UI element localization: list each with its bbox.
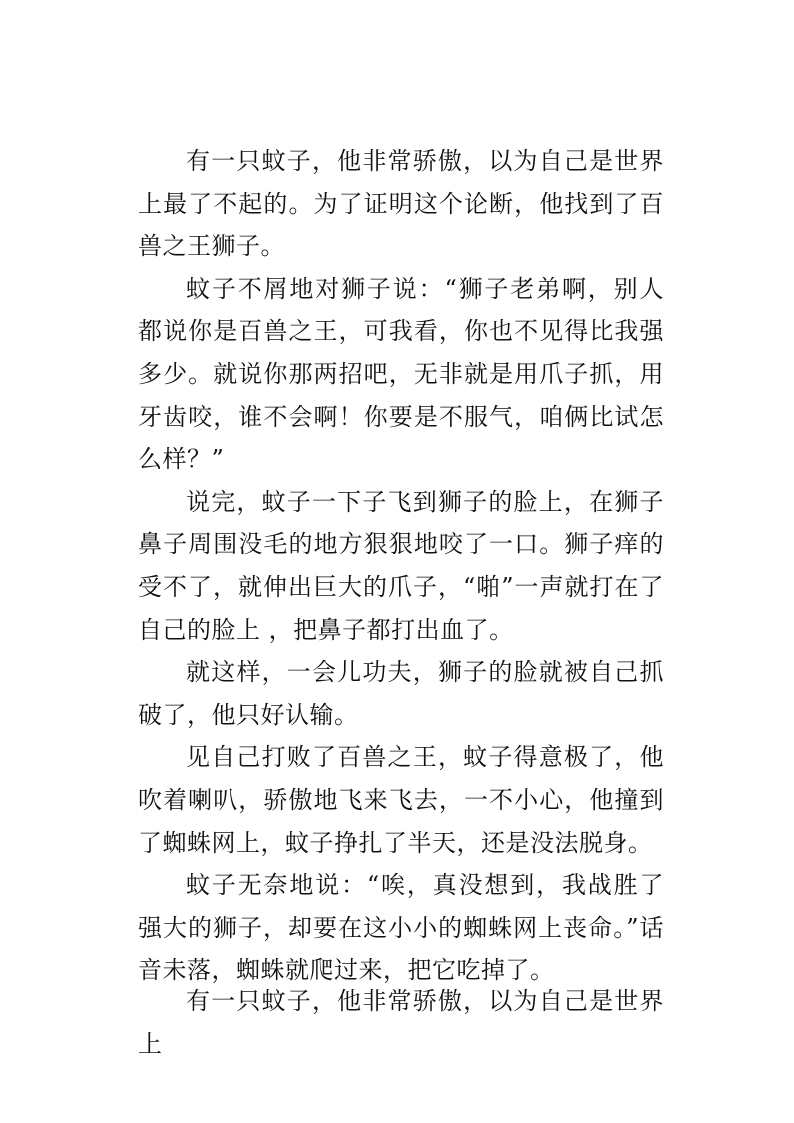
paragraph-5: 见自己打败了百兽之王，蚊子得意极了，他吹着喇叭，骄傲地飞来飞去，一不小心，他撞到了蜘蛛网上，蚊子挣扎了半天，还是没法脱身。 [138, 743, 664, 857]
repeat-paragraph-line: 有一只蚊子，他非常骄傲，以为自己是世界上 [138, 987, 664, 1058]
paragraph-3: 说完，蚊子一下子飞到狮子的脸上，在狮子鼻子周围没毛的地方狠狠地咬了一口。狮子痒的受不了，就伸出巨大的爪子，“啪”一声就打在了自己的脸上 ，把鼻子都打出血了。 [138, 487, 664, 644]
story-repeat-start [138, 980, 664, 1065]
story-text [138, 140, 664, 992]
paragraph-2: 蚊子不屑地对狮子说：“狮子老弟啊，别人都说你是百兽之王，可我看，你也不见得比我强多少。就说你那两招吧，无非就是用爪子抓，用牙齿咬，谁不会啊！你要是不服气，咱俩比试怎么样？” [138, 274, 664, 474]
paragraph-6: 蚊子无奈地说：“唉，真没想到，我战胜了强大的狮子，却要在这小小的蜘蛛网上丧命。”话音未落，蜘蛛就爬过来，把它吃掉了。 [138, 871, 664, 985]
paragraph-1: 有一只蚊子，他非常骄傲，以为自己是世界上最了不起的。为了证明这个论断，他找到了百兽之王狮子。 [138, 147, 664, 261]
paragraph-4: 就这样，一会儿功夫，狮子的脸就被自己抓破了，他只好认输。 [138, 658, 664, 729]
